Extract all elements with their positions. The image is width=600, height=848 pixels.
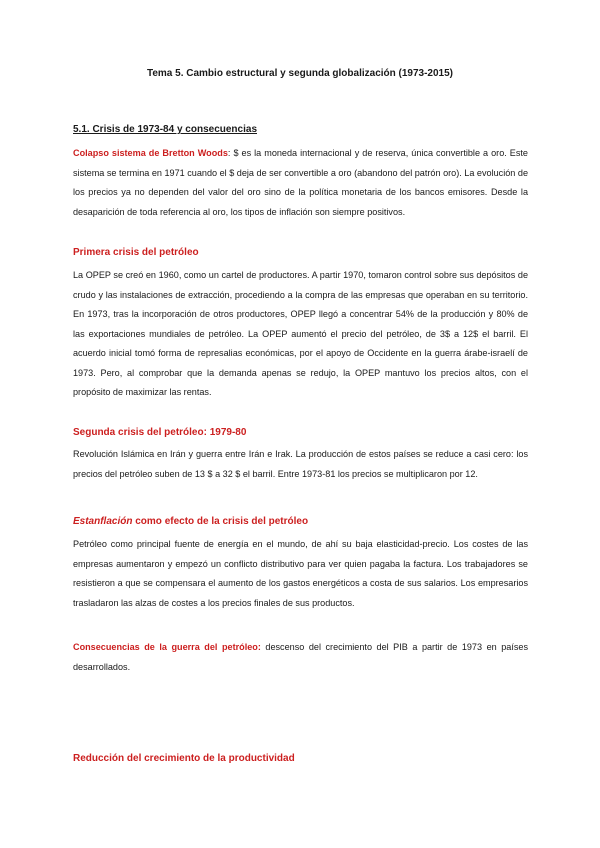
reduccion-productividad-heading: Reducción del crecimiento de la productividad <box>73 753 295 764</box>
segunda-crisis-paragraph: Revolución Islámica en Irán y guerra entre Irán e Irak. La producción de estos países se reduce a casi cero: los precios del petróleo suben de 13 $ a 32 $ el barril. Entre 1973-81 los precios se multiplicaron por 12. <box>73 449 528 479</box>
primera-crisis-heading: Primera crisis del petróleo <box>73 247 199 258</box>
bretton-woods-text: : $ es la moneda internacional y de reserva, única convertible a oro. Este sistema se termina en 1971 cuando el $ deja de ser convertible a oro (abandono del patrón oro). La evolución de los precios ya no dependen del valor del oro sino de la política monetaria de los bancos emisores. Desde la desaparición de toda referencia al oro, los tipos de inflación son siempre positivos. <box>73 148 528 217</box>
consecuencias-paragraph <box>73 638 528 677</box>
consecuencias-lead: Consecuencias de la guerra del petróleo: <box>73 642 261 652</box>
estanflacion-paragraph: Petróleo como principal fuente de energía en el mundo, de ahí su baja elasticidad-precio. Los costes de las empresas aumentaron y empezó un conflicto distributivo para ver quien pagaba la factura. Los trabajadores se resistieron a que se compensara el aumento de los gastos energéticos a costa de sus salarios. Los empresarios trasladaron las alzas de costes a los precios finales de sus productos. <box>73 539 528 608</box>
estanflacion-heading-rest: como efecto de la crisis del petróleo <box>132 516 309 527</box>
estanflacion-heading <box>73 516 308 527</box>
bretton-woods-lead: Colapso sistema de Bretton Woods <box>73 148 228 158</box>
segunda-crisis-heading: Segunda crisis del petróleo: 1979-80 <box>73 427 247 438</box>
page-title: Tema 5. Cambio estructural y segunda globalización (1973-2015) <box>146 68 454 79</box>
primera-crisis-paragraph: La OPEP se creó en 1960, como un cartel de productores. A partir 1970, tomaron control sobre sus depósitos de crudo y las instalaciones de extracción, procediendo a la compra de las empresas que operaban en su territorio. En 1973, tras la incorporación de otros productores, OPEP llegó a concentrar 54% de la producción y 80% de las exportaciones mundiales de petróleo. La OPEP aumentó el precio del petróleo, de 3$ a 12$ el barril. El acuerdo inicial tomó forma de represalias económicas, por el apoyo de Occidente en la guerra árabe-israelí de 1973. Pero, al comprobar que la demanda apenas se redujo, la OPEP mantuvo los precios altos, con el propósito de maximizar las rentas. <box>73 270 528 397</box>
consecuencias-text: descenso del crecimiento del PIB a partir de 1973 en países desarrollados. <box>73 642 529 672</box>
bretton-woods-paragraph <box>73 144 528 222</box>
estanflacion-term: Estanflación <box>73 516 133 527</box>
section-heading: 5.1. Crisis de 1973-84 y consecuencias <box>73 124 257 135</box>
